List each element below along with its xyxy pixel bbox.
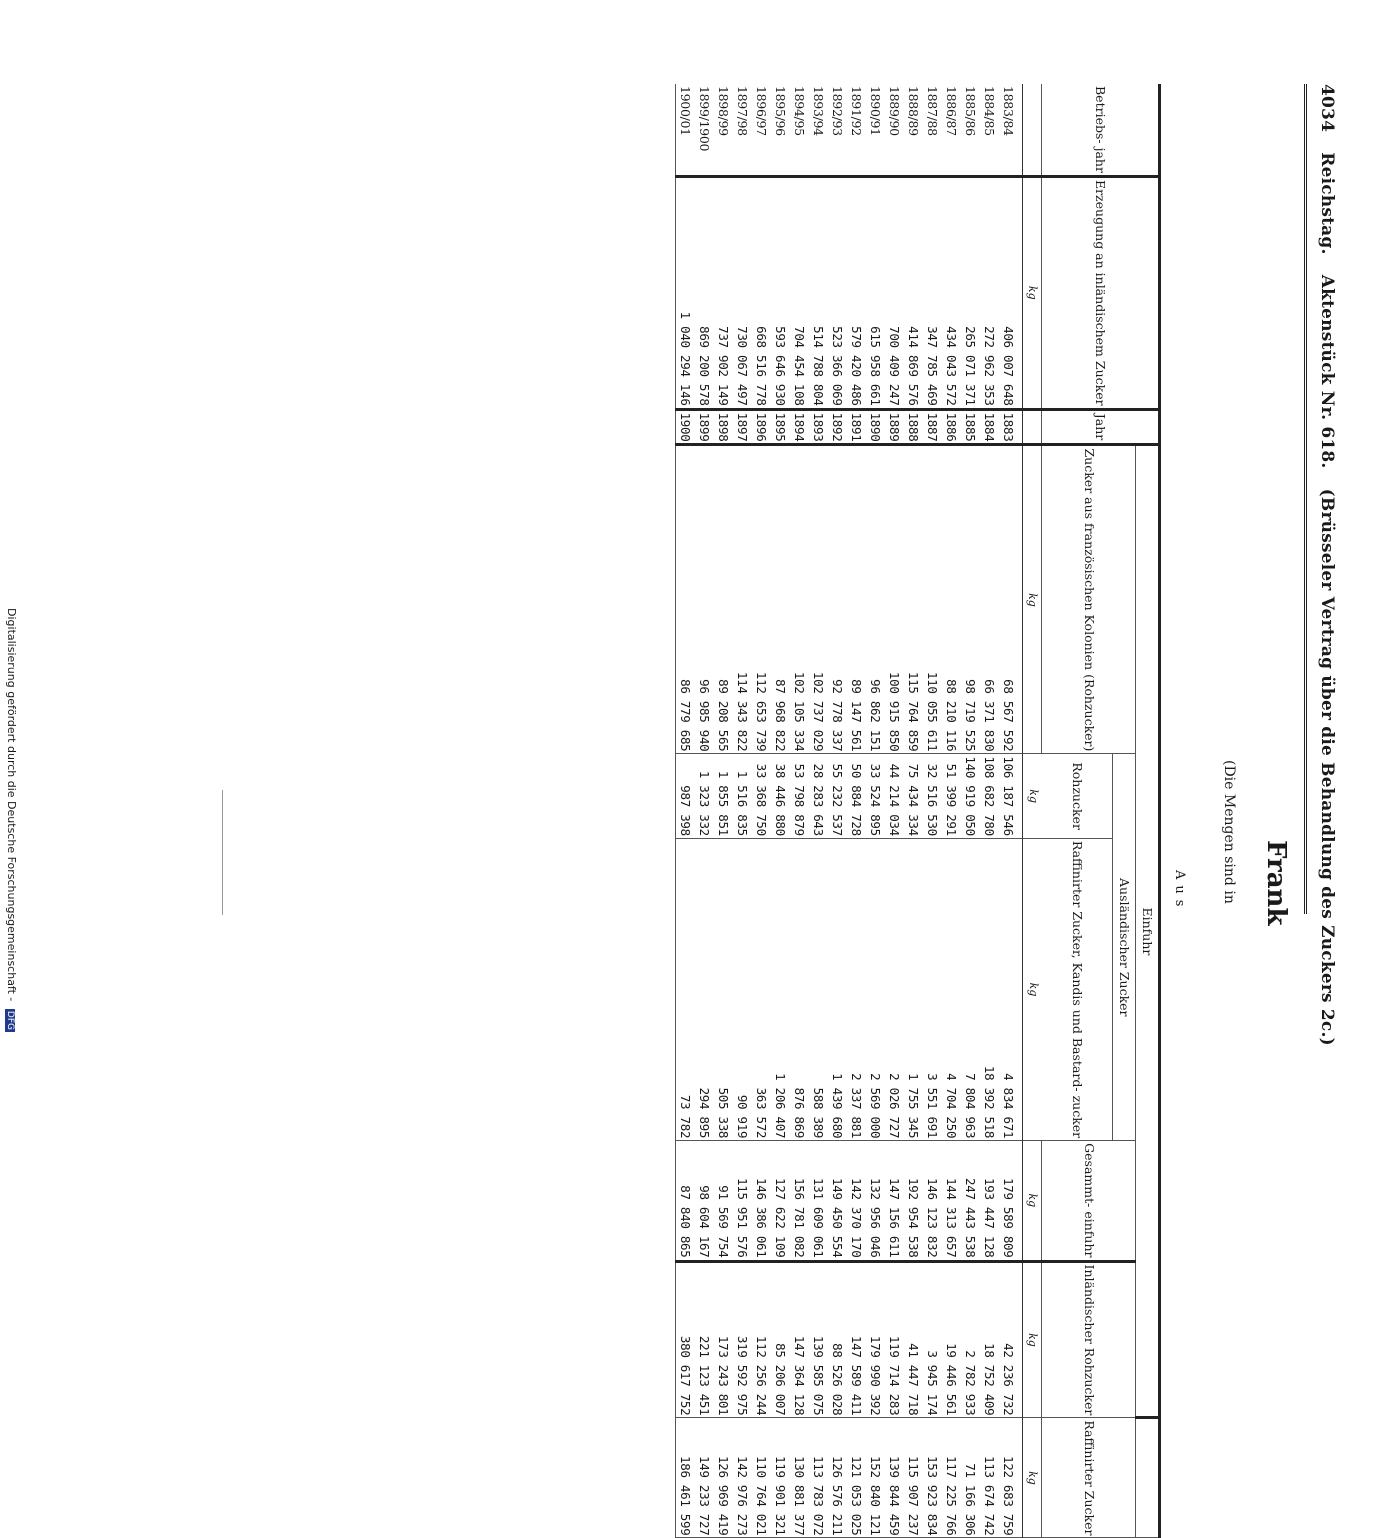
cell-erz: 730 067 497 xyxy=(734,176,753,409)
cell-erz: 668 516 778 xyxy=(753,176,772,409)
publication-name: Reichstag. xyxy=(1317,152,1337,255)
cell-erz: 869 200 578 xyxy=(696,176,715,409)
cell-jahr: 1893 xyxy=(810,409,829,445)
cell-roh: 50 884 728 xyxy=(848,754,867,838)
cell-raff: 1 439 680 xyxy=(829,838,848,1140)
cell-raff: 3 551 691 xyxy=(924,838,943,1140)
cell-bj: 1891/92 xyxy=(848,84,867,176)
cell-jahr: 1894 xyxy=(791,409,810,445)
cell-inl: 173 243 801 xyxy=(715,1261,734,1418)
cell-rz: 152 840 121 xyxy=(867,1418,886,1538)
einfuhr-group-header: Einfuhr xyxy=(1136,445,1160,1418)
cell-bj: 1884/85 xyxy=(981,84,1000,176)
cell-jahr: 1899 xyxy=(696,409,715,445)
cell-inl: 221 123 451 xyxy=(696,1261,715,1418)
scan-margin-line xyxy=(222,790,223,915)
table-body xyxy=(676,84,1023,1538)
cell-roh: 75 434 334 xyxy=(905,754,924,838)
col-inlaendischer-rohzucker: Inländischer Rohzucker xyxy=(1042,1261,1136,1418)
cell-bj: 1894/95 xyxy=(791,84,810,176)
dfg-credit-text: Digitalisierung gefördert durch die Deutsche Forschungsgemeinschaft - xyxy=(5,608,18,1002)
cell-ges: 247 443 538 xyxy=(962,1141,981,1261)
table-row xyxy=(753,84,772,1538)
cell-rz: 186 461 599 xyxy=(676,1418,696,1538)
subtitle: (Die Mengen sind in xyxy=(1221,760,1237,904)
cell-roh: 32 516 530 xyxy=(924,754,943,838)
cell-inl: 18 752 409 xyxy=(981,1261,1000,1418)
cell-inl: 19 446 561 xyxy=(943,1261,962,1418)
cell-bj: 1883/84 xyxy=(1000,84,1024,176)
cell-rz: 115 907 237 xyxy=(905,1418,924,1538)
cell-kol: 89 208 565 xyxy=(715,445,734,754)
cell-raff: 4 704 250 xyxy=(943,838,962,1140)
cell-inl: 139 585 075 xyxy=(810,1261,829,1418)
table-row xyxy=(943,84,962,1538)
unit-cell: kg xyxy=(1023,445,1042,754)
cell-inl: 41 447 718 xyxy=(905,1261,924,1418)
cell-raff: 2 026 727 xyxy=(886,838,905,1140)
col-erzeugung: Erzeugung an inländischem Zucker xyxy=(1042,176,1160,409)
cell-rz: 142 976 273 xyxy=(734,1418,753,1538)
cell-jahr: 1885 xyxy=(962,409,981,445)
cell-rz: 122 683 759 xyxy=(1000,1418,1024,1538)
cell-roh: 51 399 291 xyxy=(943,754,962,838)
cell-ges: 146 386 061 xyxy=(753,1141,772,1261)
unit-cell: kg xyxy=(1023,1141,1042,1261)
running-head xyxy=(1307,84,1337,1046)
cell-bj: 1886/87 xyxy=(943,84,962,176)
cell-kol: 102 105 334 xyxy=(791,445,810,754)
table-row xyxy=(772,84,791,1538)
cell-roh: 33 368 750 xyxy=(753,754,772,838)
cell-ges: 127 622 109 xyxy=(772,1141,791,1261)
table-row xyxy=(848,84,867,1538)
cell-rz: 113 674 742 xyxy=(981,1418,1000,1538)
cell-erz: 579 420 486 xyxy=(848,176,867,409)
cell-rz: 126 969 419 xyxy=(715,1418,734,1538)
cell-erz: 593 646 930 xyxy=(772,176,791,409)
cell-bj: 1895/96 xyxy=(772,84,791,176)
cell-kol: 115 764 859 xyxy=(905,445,924,754)
cell-ges: 132 956 046 xyxy=(867,1141,886,1261)
unit-cell xyxy=(1023,84,1042,176)
cell-bj: 1900/01 xyxy=(676,84,696,176)
cell-jahr: 1884 xyxy=(981,409,1000,445)
cell-raff: 876 869 xyxy=(791,838,810,1140)
cell-kol: 96 985 940 xyxy=(696,445,715,754)
table-row xyxy=(981,84,1000,1538)
cell-roh: 1 516 835 xyxy=(734,754,753,838)
cell-jahr: 1886 xyxy=(943,409,962,445)
cell-jahr: 1897 xyxy=(734,409,753,445)
cell-erz: 514 788 804 xyxy=(810,176,829,409)
cell-roh: 108 682 780 xyxy=(981,754,1000,838)
cell-kol: 102 737 029 xyxy=(810,445,829,754)
cell-roh: 33 524 895 xyxy=(867,754,886,838)
table-row xyxy=(676,84,696,1538)
cell-jahr: 1896 xyxy=(753,409,772,445)
table-row xyxy=(829,84,848,1538)
cell-ges: 179 589 809 xyxy=(1000,1141,1024,1261)
unit-row xyxy=(1023,84,1042,1538)
cell-roh: 44 214 034 xyxy=(886,754,905,838)
cell-erz: 434 043 572 xyxy=(943,176,962,409)
col-kolonien: Zucker aus französischen Kolonien (Rohzucker) xyxy=(1042,445,1136,754)
cell-raff: 4 834 671 xyxy=(1000,838,1024,1140)
cell-ges: 98 604 167 xyxy=(696,1141,715,1261)
auslaendischer-group-header: Ausländischer Zucker xyxy=(1113,754,1136,1141)
cell-kol: 114 343 822 xyxy=(734,445,753,754)
cell-jahr: 1890 xyxy=(867,409,886,445)
cell-kol: 68 567 592 xyxy=(1000,445,1024,754)
cell-rz: 117 225 766 xyxy=(943,1418,962,1538)
cell-inl: 88 526 028 xyxy=(829,1261,848,1418)
cell-raff: 2 569 000 xyxy=(867,838,886,1140)
table-row xyxy=(886,84,905,1538)
cell-erz: 272 962 353 xyxy=(981,176,1000,409)
unit-cell: kg xyxy=(1023,838,1042,1140)
table-row xyxy=(924,84,943,1538)
cell-bj: 1893/94 xyxy=(810,84,829,176)
cell-inl: 119 714 283 xyxy=(886,1261,905,1418)
cell-ges: 192 954 538 xyxy=(905,1141,924,1261)
cell-raff: 1 755 345 xyxy=(905,838,924,1140)
cell-raff: 2 337 881 xyxy=(848,838,867,1140)
cell-jahr: 1895 xyxy=(772,409,791,445)
cell-jahr: 1892 xyxy=(829,409,848,445)
table-row xyxy=(905,84,924,1538)
cell-ges: 146 123 832 xyxy=(924,1141,943,1261)
table-row xyxy=(810,84,829,1538)
unit-cell: kg xyxy=(1023,1418,1042,1538)
cell-kol: 98 719 525 xyxy=(962,445,981,754)
cell-raff: 73 782 xyxy=(676,838,696,1140)
cell-jahr: 1898 xyxy=(715,409,734,445)
cell-jahr: 1900 xyxy=(676,409,696,445)
cell-inl: 147 364 128 xyxy=(791,1261,810,1418)
header-rule xyxy=(1304,84,1307,914)
cell-roh: 55 232 537 xyxy=(829,754,848,838)
cell-erz: 700 409 247 xyxy=(886,176,905,409)
cell-inl: 147 589 411 xyxy=(848,1261,867,1418)
cell-raff: 505 338 xyxy=(715,838,734,1140)
cell-ges: 193 447 128 xyxy=(981,1141,1000,1261)
cell-jahr: 1883 xyxy=(1000,409,1024,445)
cell-erz: 414 869 576 xyxy=(905,176,924,409)
cell-bj: 1889/90 xyxy=(886,84,905,176)
cell-raff: 294 895 xyxy=(696,838,715,1140)
cell-erz: 347 785 469 xyxy=(924,176,943,409)
cell-bj: 1897/98 xyxy=(734,84,753,176)
cell-bj: 1887/88 xyxy=(924,84,943,176)
cell-kol: 92 778 337 xyxy=(829,445,848,754)
cell-roh: 1 855 851 xyxy=(715,754,734,838)
cell-kol: 96 862 151 xyxy=(867,445,886,754)
table-row xyxy=(867,84,886,1538)
cell-rz: 130 881 377 xyxy=(791,1418,810,1538)
section-title: Frank xyxy=(1261,840,1291,926)
cell-inl: 2 782 933 xyxy=(962,1261,981,1418)
cell-rz: 139 844 459 xyxy=(886,1418,905,1538)
page-number: 4034 xyxy=(1317,84,1337,133)
cell-rz: 110 764 021 xyxy=(753,1418,772,1538)
cell-rz: 113 783 072 xyxy=(810,1418,829,1538)
table-row xyxy=(1000,84,1024,1538)
cell-bj: 1890/91 xyxy=(867,84,886,176)
cell-raff: 1 206 407 xyxy=(772,838,791,1140)
cell-roh: 28 283 643 xyxy=(810,754,829,838)
table-row xyxy=(791,84,810,1538)
cell-roh: 140 919 050 xyxy=(962,754,981,838)
document-number: Aktenstück Nr. 618. xyxy=(1317,274,1337,469)
ausfuhr-label: Aus xyxy=(1172,870,1187,913)
cell-bj: 1898/99 xyxy=(715,84,734,176)
cell-raff: 363 572 xyxy=(753,838,772,1140)
cell-erz: 265 071 371 xyxy=(962,176,981,409)
cell-kol: 86 779 685 xyxy=(676,445,696,754)
cell-inl: 42 236 732 xyxy=(1000,1261,1024,1418)
cell-erz: 1 040 294 146 xyxy=(676,176,696,409)
cell-inl: 85 206 007 xyxy=(772,1261,791,1418)
cell-ges: 131 609 061 xyxy=(810,1141,829,1261)
col-raffinirter-kandis: Raffinirter Zucker, Kandis und Bastard- zucker xyxy=(1042,838,1113,1140)
table-row xyxy=(734,84,753,1538)
cell-jahr: 1891 xyxy=(848,409,867,445)
cell-ges: 91 569 754 xyxy=(715,1141,734,1261)
header-group-row xyxy=(1136,84,1160,1538)
cell-bj: 1896/97 xyxy=(753,84,772,176)
cell-bj: 1885/86 xyxy=(962,84,981,176)
cell-bj: 1892/93 xyxy=(829,84,848,176)
dfg-credit xyxy=(0,608,18,1030)
cell-raff: 90 919 xyxy=(734,838,753,1140)
cell-rz: 71 166 306 xyxy=(962,1418,981,1538)
cell-ges: 144 313 657 xyxy=(943,1141,962,1261)
unit-cell: kg xyxy=(1023,1261,1042,1418)
cell-inl: 319 592 975 xyxy=(734,1261,753,1418)
cell-erz: 523 366 069 xyxy=(829,176,848,409)
cell-rz: 121 053 025 xyxy=(848,1418,867,1538)
cell-erz: 406 007 648 xyxy=(1000,176,1024,409)
table-row xyxy=(696,84,715,1538)
cell-roh: 38 446 880 xyxy=(772,754,791,838)
cell-inl: 112 256 244 xyxy=(753,1261,772,1418)
cell-jahr: 1888 xyxy=(905,409,924,445)
cell-rz: 119 901 321 xyxy=(772,1418,791,1538)
unit-cell xyxy=(1023,409,1042,445)
cell-bj: 1888/89 xyxy=(905,84,924,176)
col-raffinirter-zucker: Raffinirter Zucker xyxy=(1042,1418,1136,1538)
table-row xyxy=(715,84,734,1538)
sugar-statistics-table xyxy=(676,84,1162,1538)
table-row xyxy=(962,84,981,1538)
cell-ges: 115 951 576 xyxy=(734,1141,753,1261)
cell-roh: 1 323 332 xyxy=(696,754,715,838)
cell-kol: 112 653 739 xyxy=(753,445,772,754)
cell-kol: 87 968 822 xyxy=(772,445,791,754)
cell-roh: 987 398 xyxy=(676,754,696,838)
cell-kol: 110 055 611 xyxy=(924,445,943,754)
document-subject: (Brüsseler Vertrag über die Behandlung des Zuckers 2c.) xyxy=(1317,488,1337,1046)
cell-rz: 153 923 834 xyxy=(924,1418,943,1538)
col-gesammteinfuhr: Gesammt- einfuhr xyxy=(1042,1141,1136,1261)
cell-kol: 66 371 830 xyxy=(981,445,1000,754)
ausfuhr-group-header xyxy=(1136,1418,1160,1538)
cell-kol: 88 210 116 xyxy=(943,445,962,754)
cell-erz: 704 454 108 xyxy=(791,176,810,409)
cell-rz: 126 576 211 xyxy=(829,1418,848,1538)
col-jahr: Jahr xyxy=(1042,409,1160,445)
cell-ges: 87 840 865 xyxy=(676,1141,696,1261)
cell-roh: 106 187 546 xyxy=(1000,754,1024,838)
col-betriebsjahr: Betriebs- jahr xyxy=(1042,84,1160,176)
unit-cell: kg xyxy=(1023,754,1042,838)
dfg-logo: DFG xyxy=(5,1010,15,1030)
cell-ges: 149 450 554 xyxy=(829,1141,848,1261)
cell-ges: 142 370 170 xyxy=(848,1141,867,1261)
cell-kol: 89 147 561 xyxy=(848,445,867,754)
cell-raff: 588 389 xyxy=(810,838,829,1140)
cell-kol: 100 915 850 xyxy=(886,445,905,754)
cell-erz: 737 902 149 xyxy=(715,176,734,409)
cell-roh: 53 798 879 xyxy=(791,754,810,838)
cell-raff: 7 804 963 xyxy=(962,838,981,1140)
cell-ges: 156 781 082 xyxy=(791,1141,810,1261)
col-rohzucker: Rohzucker xyxy=(1042,754,1113,838)
cell-rz: 149 233 727 xyxy=(696,1418,715,1538)
cell-inl: 179 990 392 xyxy=(867,1261,886,1418)
cell-raff: 18 392 518 xyxy=(981,838,1000,1140)
cell-inl: 3 945 174 xyxy=(924,1261,943,1418)
cell-jahr: 1889 xyxy=(886,409,905,445)
cell-inl: 380 617 752 xyxy=(676,1261,696,1418)
cell-jahr: 1887 xyxy=(924,409,943,445)
cell-erz: 615 958 661 xyxy=(867,176,886,409)
unit-cell: kg xyxy=(1023,176,1042,409)
cell-ges: 147 156 611 xyxy=(886,1141,905,1261)
cell-bj: 1899/1900 xyxy=(696,84,715,176)
